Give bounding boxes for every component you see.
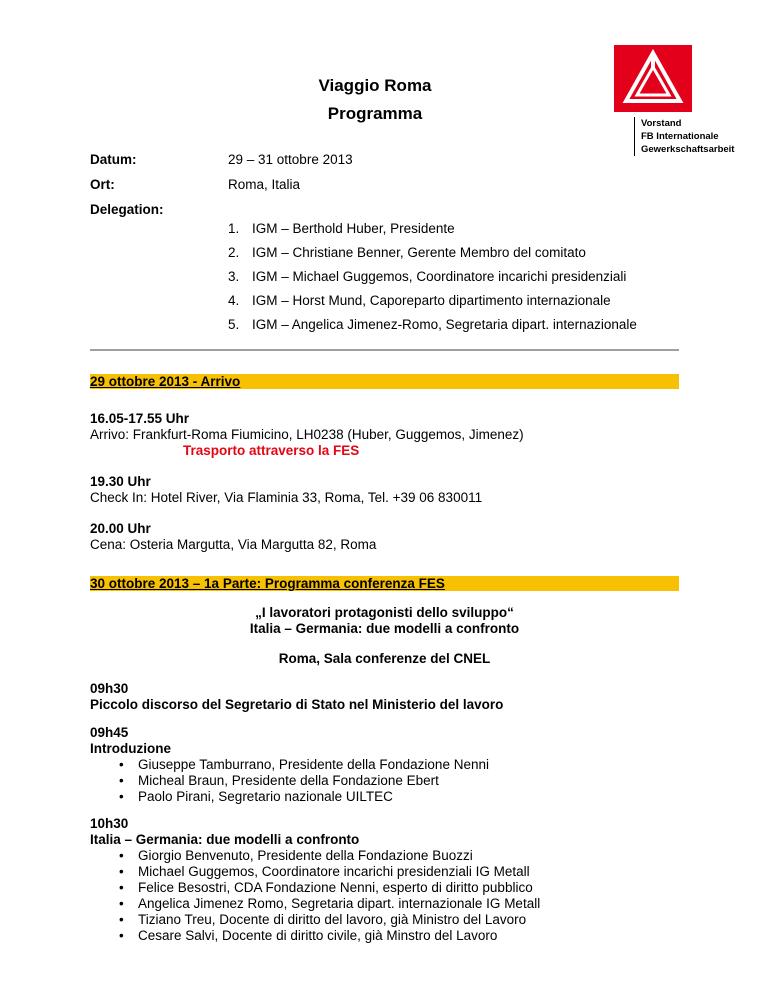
item-number: 1. bbox=[228, 221, 240, 236]
datum-label: Datum: bbox=[90, 152, 137, 167]
event-text: Arrivo: Frankfurt-Roma Fiumicino, LH0238 (Huber, Guggemos, Jimenez) bbox=[90, 427, 524, 442]
session-time: 09h45 bbox=[90, 725, 129, 740]
list-item: • Micheal Braun, Presidente della Fondazione Ebert bbox=[90, 773, 489, 789]
event-text: Check In: Hotel River, Via Flaminia 33, Roma, Tel. +39 06 830011 bbox=[90, 490, 483, 505]
delegation-list bbox=[228, 220, 637, 340]
item-text: IGM – Michael Guggemos, Coordinatore incarichi presidenziali bbox=[252, 269, 627, 284]
list-item: • Tiziano Treu, Docente di diritto del lavoro, già Ministro del Lavoro bbox=[90, 912, 540, 928]
datum-value: 29 – 31 ottobre 2013 bbox=[228, 152, 353, 167]
item-text: IGM – Berthold Huber, Presidente bbox=[252, 221, 455, 236]
item-text: IGM – Christiane Benner, Gerente Membro del comitato bbox=[252, 245, 586, 260]
delegation-label: Delegation: bbox=[90, 202, 164, 217]
session-time: 10h30 bbox=[90, 816, 129, 831]
list-item: • Felice Besostri, CDA Fondazione Nenni, esperto di diritto pubblico bbox=[90, 880, 540, 896]
session-title: Introduzione bbox=[90, 741, 171, 756]
divider bbox=[90, 349, 679, 351]
org-block bbox=[634, 117, 734, 156]
list-item bbox=[228, 268, 637, 292]
item-number: 4. bbox=[228, 293, 240, 308]
ort-value: Roma, Italia bbox=[228, 177, 301, 192]
ort-label: Ort: bbox=[90, 177, 115, 192]
list-item: • Giuseppe Tamburrano, Presidente della Fondazione Nenni bbox=[90, 757, 489, 773]
session-time: 09h30 bbox=[90, 681, 129, 696]
list-item bbox=[228, 292, 637, 316]
item-number: 3. bbox=[228, 269, 240, 284]
list-item: • Paolo Pirani, Segretario nazionale UILTEC bbox=[90, 789, 489, 805]
event-note: Trasporto attraverso la FES bbox=[183, 443, 360, 458]
event-time: 16.05-17.55 Uhr bbox=[90, 411, 190, 426]
session-title: Italia – Germania: due modelli a confronto bbox=[90, 832, 360, 847]
igm-logo-icon bbox=[614, 45, 692, 112]
item-number: 2. bbox=[228, 245, 240, 260]
speaker-list bbox=[90, 757, 489, 805]
conference-subtitle: Italia – Germania: due modelli a confronto bbox=[249, 621, 520, 636]
org-line: Vorstand bbox=[641, 118, 682, 129]
list-item bbox=[228, 220, 637, 244]
event-time: 20.00 Uhr bbox=[90, 521, 151, 536]
speaker-list bbox=[90, 848, 540, 944]
event-time: 19.30 Uhr bbox=[90, 474, 151, 489]
session-title: Piccolo discorso del Segretario di Stato nel Ministerio del lavoro bbox=[90, 697, 504, 712]
item-text: IGM – Angelica Jimenez-Romo, Segretaria dipart. internazionale bbox=[252, 317, 637, 332]
event-text: Cena: Osteria Margutta, Via Margutta 82, Roma bbox=[90, 537, 377, 552]
list-item: • Angelica Jimenez Romo, Segretaria dipart. internazionale IG Metall bbox=[90, 896, 540, 912]
item-text: IGM – Horst Mund, Caporeparto dipartimento internazionale bbox=[252, 293, 611, 308]
day2-heading: 30 ottobre 2013 – 1a Parte: Programma conferenza FES bbox=[90, 576, 679, 591]
document-title: Viaggio Roma bbox=[318, 76, 432, 95]
conference-title: „I lavoratori protagonisti dello sviluppo“ bbox=[255, 605, 514, 620]
list-item: • Giorgio Benvenuto, Presidente della Fondazione Buozzi bbox=[90, 848, 540, 864]
list-item bbox=[228, 244, 637, 268]
document-subtitle: Programma bbox=[327, 104, 423, 123]
org-line: Gewerkschaftsarbeit bbox=[641, 144, 735, 155]
list-item bbox=[228, 316, 637, 340]
list-item: • Michael Guggemos, Coordinatore incarichi presidenziali IG Metall bbox=[90, 864, 540, 880]
day1-heading: 29 ottobre 2013 - Arrivo bbox=[90, 374, 679, 389]
org-line: FB Internationale bbox=[641, 131, 719, 142]
conference-venue: Roma, Sala conferenze del CNEL bbox=[278, 651, 491, 666]
item-number: 5. bbox=[228, 317, 240, 332]
list-item: • Cesare Salvi, Docente di diritto civile, già Minstro del Lavoro bbox=[90, 928, 540, 944]
